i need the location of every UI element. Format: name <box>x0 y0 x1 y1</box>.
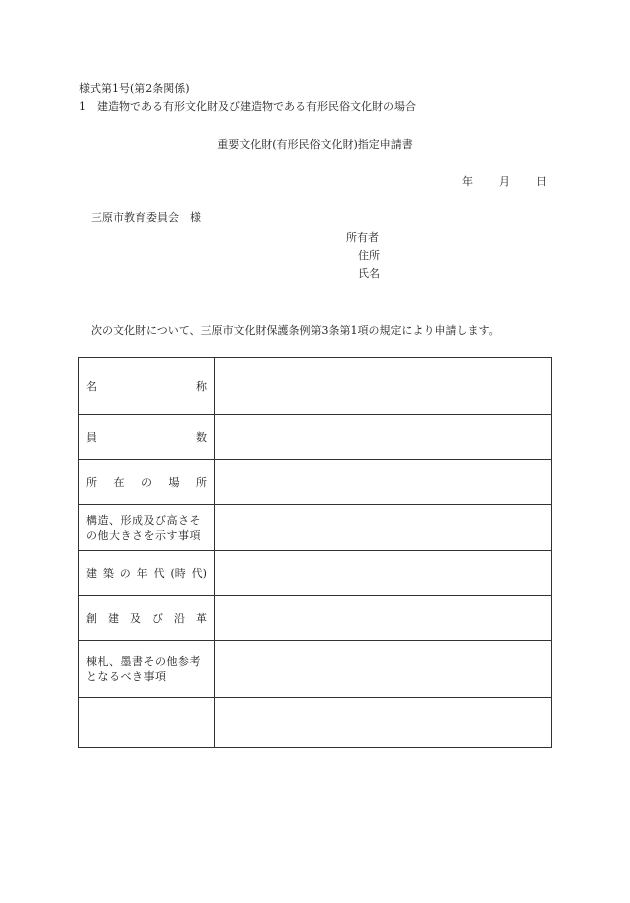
label-char: 称 <box>196 379 207 393</box>
form-subtitle: 1 建造物である有形文化財及び建造物である有形民俗文化財の場合 <box>79 100 416 113</box>
label-char: 代 <box>153 566 165 580</box>
label-char: 代) <box>191 566 207 580</box>
document-title: 重要文化財(有形民俗文化財)指定申請書 <box>217 138 413 151</box>
name-label: 氏名 <box>358 267 380 280</box>
table-row-location <box>79 460 552 505</box>
row-label-text <box>86 475 207 490</box>
row-label <box>79 358 215 415</box>
label-char: 建 <box>86 566 97 580</box>
label-char: 及 <box>130 611 141 625</box>
row-value-field[interactable] <box>215 551 552 596</box>
row-label <box>79 415 215 460</box>
addressee-honorific: 様 <box>190 211 201 224</box>
row-label <box>79 505 215 551</box>
date-year: 年 <box>462 175 473 188</box>
table-row-blank <box>79 698 552 748</box>
row-label-text <box>86 430 207 445</box>
addressee <box>91 211 201 225</box>
row-value-field[interactable] <box>215 415 552 460</box>
address-label: 住所 <box>358 249 380 262</box>
row-label <box>79 698 215 748</box>
table-row-history <box>79 596 552 641</box>
label-char: の <box>119 566 131 580</box>
row-value-field[interactable] <box>215 698 552 748</box>
table-row-count <box>79 415 552 460</box>
row-label <box>79 641 215 698</box>
body-text: 次の文化財について、三原市文化財保護条例第3条第1項の規定により申請します。 <box>91 324 500 337</box>
label-char: 所 <box>196 475 207 489</box>
row-label-text <box>86 611 207 626</box>
label-char: 建 <box>108 611 119 625</box>
row-label-text <box>86 566 207 581</box>
label-char: 名 <box>86 379 97 393</box>
label-char: 場 <box>168 475 180 489</box>
row-label-text: 構造、形成及び高さその他大きさを示す事項 <box>86 513 201 542</box>
date-day: 日 <box>536 175 547 188</box>
row-label-text: 棟札、墨書その他参考となるべき事項 <box>86 655 201 683</box>
label-char: (時 <box>170 566 186 580</box>
date-line <box>462 175 547 189</box>
owner-label: 所有者 <box>346 231 379 244</box>
label-char: 員 <box>86 430 97 444</box>
label-char: 年 <box>136 566 148 580</box>
row-label <box>79 551 215 596</box>
label-char: び <box>152 611 163 625</box>
form-number: 様式第1号(第2条関係) <box>79 82 190 95</box>
label-char: の <box>141 475 152 489</box>
addressee-name: 三原市教育委員会 <box>91 211 179 224</box>
row-value-field[interactable] <box>215 505 552 551</box>
table-row-name <box>79 358 552 415</box>
label-char: 築 <box>102 566 114 580</box>
application-form-table <box>78 357 552 748</box>
table-row-era <box>79 551 552 596</box>
row-label <box>79 460 215 505</box>
row-value-field[interactable] <box>215 358 552 415</box>
label-char: 創 <box>86 611 97 625</box>
label-char: 在 <box>113 475 125 489</box>
table-row-reference <box>79 641 552 698</box>
label-char: 革 <box>196 611 207 625</box>
label-char: 数 <box>196 430 207 444</box>
row-label-text <box>86 379 207 394</box>
date-month: 月 <box>499 175 510 188</box>
row-value-field[interactable] <box>215 641 552 698</box>
label-char: 沿 <box>174 611 185 625</box>
row-label <box>79 596 215 641</box>
row-value-field[interactable] <box>215 596 552 641</box>
table-row-structure <box>79 505 552 551</box>
row-value-field[interactable] <box>215 460 552 505</box>
label-char: 所 <box>86 475 97 489</box>
